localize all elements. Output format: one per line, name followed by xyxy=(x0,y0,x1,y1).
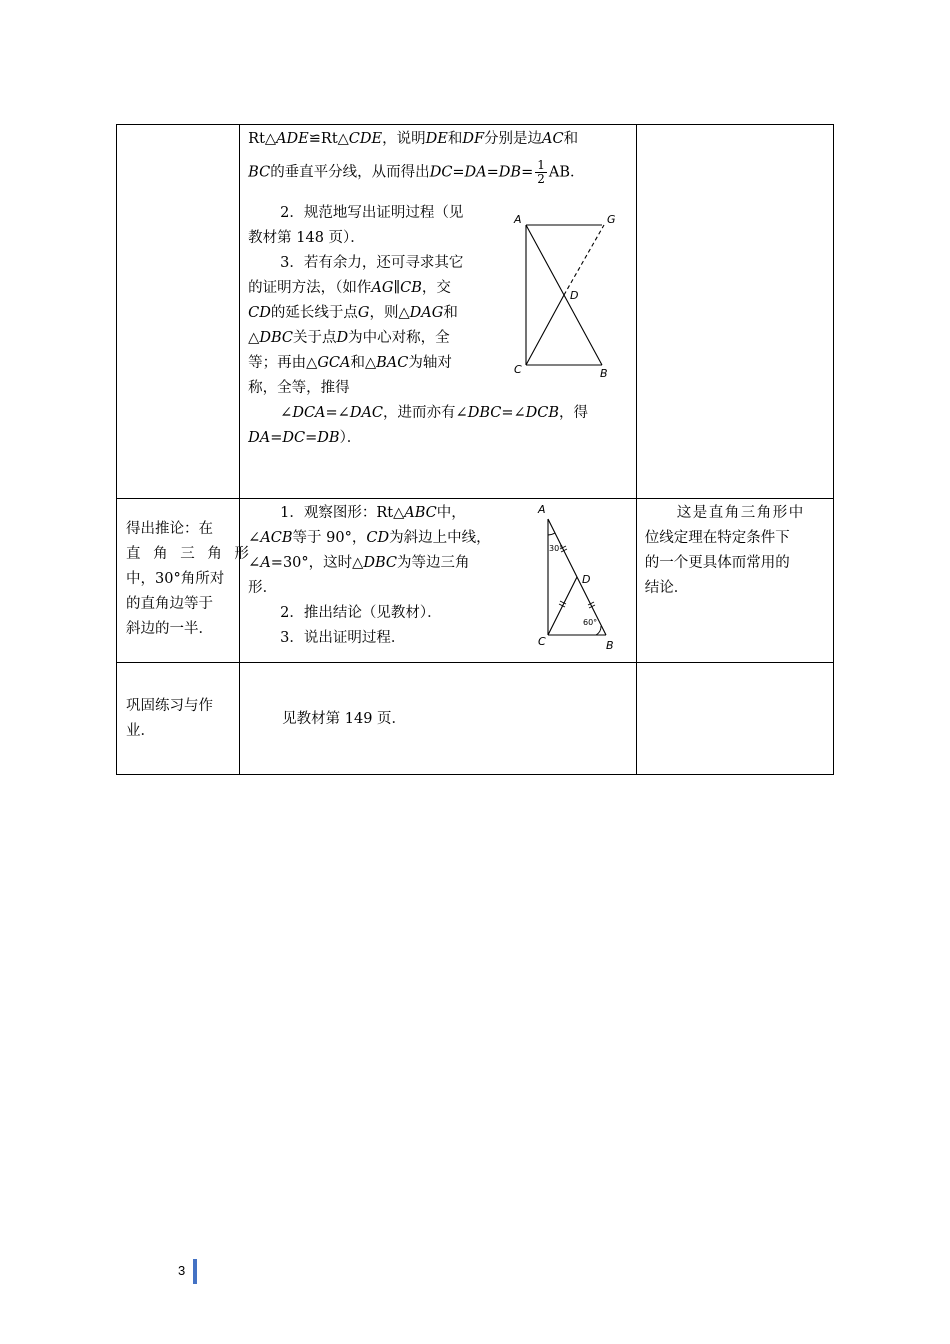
item3-line5: 等；再由△GCA和△BAC为轴对 xyxy=(248,355,452,371)
row3-text: 见教材第 149 页． xyxy=(282,711,407,727)
row2-col1-line: 得出推论：在 xyxy=(126,521,213,537)
figure-right-triangle xyxy=(532,501,628,659)
row2-col1-line: 斜边的一半． xyxy=(126,621,213,637)
item3-line6: 称，全等，推得 xyxy=(248,380,350,396)
row2-col1-line: 直 角 三 角 形 xyxy=(126,546,253,562)
item3-line4: △DBC关于点D为中心对称，全 xyxy=(248,330,450,346)
fraction: $\frac{1}{2}$ xyxy=(537,158,545,186)
item3-line1: 3．若有余力，还可寻求其它 xyxy=(280,255,464,271)
item2-line2: 教材第 148 页）． xyxy=(248,230,365,246)
row2-col2 xyxy=(240,499,637,663)
row3-col1-line: 业． xyxy=(126,723,155,739)
item3-line8: DA=DC=DB）． xyxy=(248,430,362,446)
row1-line2: BC的垂直平分线，从而得出DC=DA=DB= $\frac{1}{2}$ AB． xyxy=(248,158,585,186)
row2-col1-line: 的直角边等于 xyxy=(126,596,213,612)
row3-col2 xyxy=(240,663,637,775)
row2-col3-line: 位线定理在特定条件下 xyxy=(644,530,790,546)
lesson-table xyxy=(116,124,834,775)
figure1-label-b: B xyxy=(600,367,608,380)
table-row xyxy=(117,125,834,499)
row2-line1: 1．观察图形：Rt△ABC中， xyxy=(280,505,466,521)
table-row xyxy=(117,663,834,775)
row2-col3-line: 结论． xyxy=(644,580,689,596)
figure1-label-d: D xyxy=(570,289,579,302)
item2-line1: 2．规范地写出证明过程（见 xyxy=(280,205,464,221)
row2-line4: 形． xyxy=(248,580,278,596)
figure1-label-g: G xyxy=(607,213,616,226)
row2-col1-line: 中，30°角所对 xyxy=(126,571,225,587)
item3-line3: CD的延长线于点G，则△DAG和 xyxy=(248,305,458,321)
row3-col3 xyxy=(636,663,833,775)
row3-col1-line: 巩固练习与作 xyxy=(126,698,213,714)
row2-col3 xyxy=(636,499,833,663)
figure2-label-c: C xyxy=(538,635,546,648)
table-row xyxy=(117,499,834,663)
figure-rect-triangle xyxy=(510,209,620,381)
item3-line7: ∠DCA=∠DAC，进而亦有∠DBC=∠DCB，得 xyxy=(280,405,589,421)
item3-line2: 的证明方法，（如作AG∥CB，交 xyxy=(248,280,451,296)
row2-line3: ∠A=30°，这时△DBC为等边三角 xyxy=(248,555,470,571)
row2-col3-line: 的一个更具体而常用的 xyxy=(644,555,790,571)
row2-col1 xyxy=(117,499,253,663)
row2-line6: 3．说出证明过程． xyxy=(280,630,406,646)
figure2-label-d: D xyxy=(582,573,591,586)
figure2-angle-a: 30° xyxy=(549,544,564,553)
row1-line1: Rt△ADE≌Rt△CDE，说明DE和DF分别是边AC和 xyxy=(248,131,579,147)
row1-col2 xyxy=(240,125,637,499)
figure1-label-c: C xyxy=(514,363,522,376)
page-number-bar xyxy=(193,1259,197,1284)
row1-col3 xyxy=(636,125,833,499)
row2-line2: ∠ACB等于 90°，CD为斜边上中线， xyxy=(248,530,491,546)
figure2-angle-b: 60° xyxy=(583,618,598,627)
figure2-label-a: A xyxy=(538,503,546,516)
row3-col1 xyxy=(117,663,240,775)
figure1-label-a: A xyxy=(514,213,522,226)
row2-line5: 2．推出结论（见教材）． xyxy=(280,605,442,621)
row2-col3-line: 这是直角三角形中 xyxy=(676,505,805,521)
page-number: 3 xyxy=(178,1263,186,1278)
figure2-label-b: B xyxy=(606,639,614,652)
row1-col1 xyxy=(117,125,240,499)
